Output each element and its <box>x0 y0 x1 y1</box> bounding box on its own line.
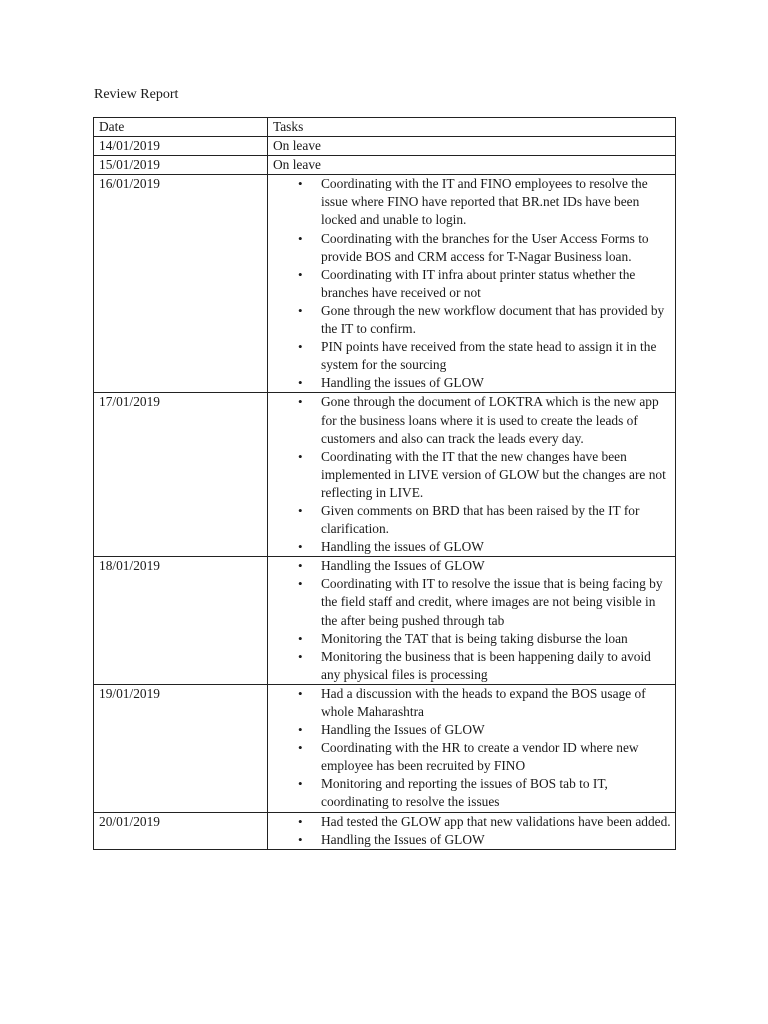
row-tasks-cell: On leave <box>268 137 676 156</box>
task-list-item: • Gone through the document of LOKTRA which is the new app for the business loans where it is used to create the leads of customers and also can track the leads every day. <box>321 393 671 447</box>
row-tasks-cell <box>268 393 676 557</box>
table-row <box>94 812 676 849</box>
task-list-item: • Had tested the GLOW app that new validations have been added. <box>321 813 671 831</box>
task-list-item: • Monitoring the business that is been happening daily to avoid any physical files is processing <box>321 648 671 684</box>
table-row <box>94 393 676 557</box>
task-list-item: • Coordinating with IT to resolve the issue that is being facing by the field staff and credit, where images are not being visible in the after being pushed through tab <box>321 575 671 629</box>
row-date-cell: 16/01/2019 <box>94 175 268 393</box>
task-list-item: • Handling the issues of GLOW <box>321 538 671 556</box>
task-list <box>273 175 671 392</box>
table-row <box>94 137 676 156</box>
task-list-item: • Coordinating with the IT and FINO employees to resolve the issue where FINO have reported that BR.net IDs have been locked and unable to login. <box>321 175 671 229</box>
review-report-table <box>93 117 676 850</box>
task-list <box>273 393 671 556</box>
task-list-item: • Coordinating with the branches for the User Access Forms to provide BOS and CRM access for T-Nagar Business loan. <box>321 230 671 266</box>
task-list-item: • Gone through the new workflow document that has provided by the IT to confirm. <box>321 302 671 338</box>
task-list-item: • Monitoring and reporting the issues of BOS tab to IT, coordinating to resolve the issues <box>321 775 671 811</box>
task-list <box>273 685 671 812</box>
table-row <box>94 175 676 393</box>
row-date-cell: 20/01/2019 <box>94 812 268 849</box>
table-row <box>94 557 676 685</box>
task-list-item: • Had a discussion with the heads to expand the BOS usage of whole Maharashtra <box>321 685 671 721</box>
table-row <box>94 156 676 175</box>
task-list-item: • Given comments on BRD that has been raised by the IT for clarification. <box>321 502 671 538</box>
row-date-cell: 18/01/2019 <box>94 557 268 685</box>
row-tasks-cell <box>268 684 676 812</box>
row-tasks-cell <box>268 812 676 849</box>
task-list-item: • PIN points have received from the state head to assign it in the system for the sourcing <box>321 338 671 374</box>
task-list-item: • Handling the Issues of GLOW <box>321 721 671 739</box>
row-date-cell: 15/01/2019 <box>94 156 268 175</box>
task-list-item: • Coordinating with IT infra about printer status whether the branches have received or not <box>321 266 671 302</box>
task-list-item: • Monitoring the TAT that is being taking disburse the loan <box>321 630 671 648</box>
row-tasks-cell: On leave <box>268 156 676 175</box>
task-list <box>273 557 671 684</box>
task-list-item: • Coordinating with the IT that the new changes have been implemented in LIVE version of GLOW but the changes are not reflecting in LIVE. <box>321 448 671 502</box>
page-title: Review Report <box>94 87 179 102</box>
row-date-cell: 17/01/2019 <box>94 393 268 557</box>
task-list-item: • Handling the issues of GLOW <box>321 374 671 392</box>
task-list <box>273 813 671 849</box>
task-list-item: • Coordinating with the HR to create a vendor ID where new employee has been recruited by FINO <box>321 739 671 775</box>
tasks-column-header: Tasks <box>268 118 676 137</box>
row-date-cell: 19/01/2019 <box>94 684 268 812</box>
table-body <box>94 137 676 850</box>
task-list-item: • Handling the Issues of GLOW <box>321 831 671 849</box>
table-row <box>94 684 676 812</box>
table-header-row <box>94 118 676 137</box>
date-column-header: Date <box>94 118 268 137</box>
row-tasks-cell <box>268 175 676 393</box>
task-list-item: • Handling the Issues of GLOW <box>321 557 671 575</box>
row-tasks-cell <box>268 557 676 685</box>
row-date-cell: 14/01/2019 <box>94 137 268 156</box>
